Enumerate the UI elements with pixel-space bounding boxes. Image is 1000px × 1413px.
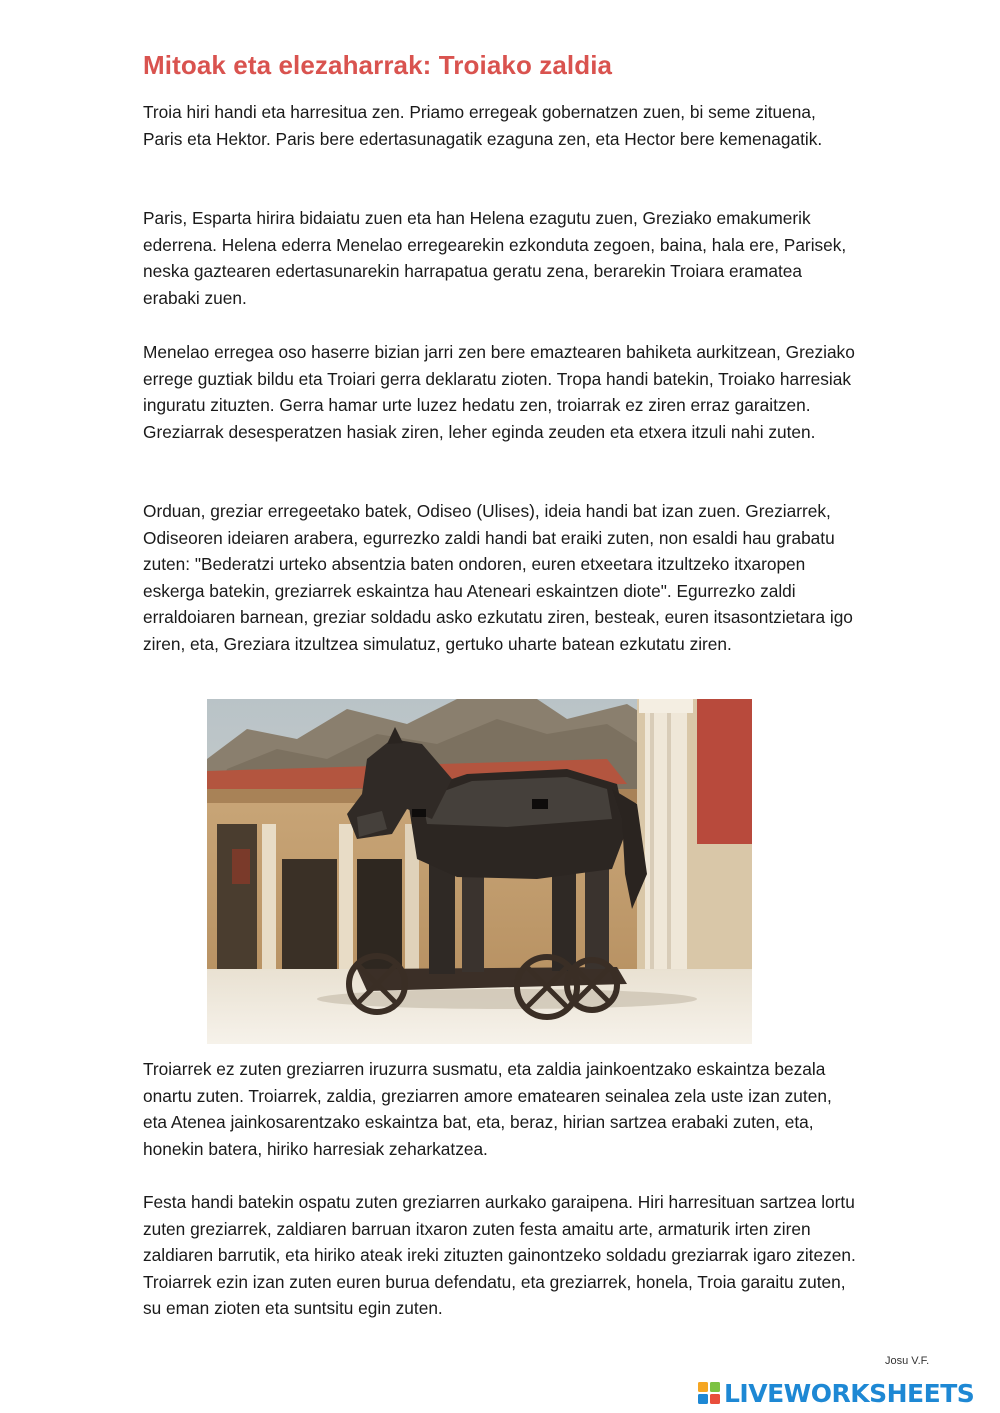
paragraph-4: Orduan, greziar erregeetako batek, Odiseo (Ulises), ideia handi bat izan zuen. Greziarrek, Odiseoren ideiaren arabera, egurrezko zaldi handi bat eraiki zuten, non esaldi hau grabatu zuten: "Bederatzi urteko absentzia baten ondoren, euren etxeetara itzultzeko itxaropen eskerga batekin, greziarrek eskaintza hau Ateneari eskaintzen diote". Egurrezko zaldi erraldoiaren barnean, greziar soldadu asko ezkutatu ziren, besteak, euren itsasontzietara igo ziren, eta, Greziara itzultzea simulatuz, gertuko uharte batean ezkutatu ziren. <box>143 501 853 654</box>
paragraph-1: Troia hiri handi eta harresitua zen. Priamo erregeak gobernatzen zuen, bi seme zituena, Paris eta Hektor. Paris bere edertasunagatik ezaguna zen, eta Hector bere kemenagatik. <box>143 102 823 149</box>
paragraph-3: Menelao erregea oso haserre bizian jarri zen bere emaztearen bahiketa aurkitzean, Greziako errege guztiak bildu eta Troiari gerra deklaratu zioten. Tropa handi batekin, Troiako harresiak inguratu zituzten. Gerra hamar urte luzez hedatu zen, troiarrak ez ziren erraz garaitzen. Greziarrak desesperatzen hasiak ziren, leher eginda zeuden eta etxera itzuli nahi zuten. <box>143 342 855 442</box>
brand-name: LIVEWORKSHEETS <box>724 1378 975 1408</box>
paragraph-5: Troiarrek ez zuten greziarren iruzurra susmatu, eta zaldia jainkoentzako eskaintza bezala onartu zuten. Troiarrek, zaldia, greziarren amore ematearen seinalea zela uste izan zuten, eta Atenea jainkosarentzako eskaintza bat, eta, beraz, hirian sartzea erabaki zuten, eta, honekin batera, hiriko harresiak zeharkatzea. <box>143 1059 832 1159</box>
page-title: Mitoak eta elezaharrak: Troiako zaldia <box>143 50 613 80</box>
paragraph-6: Festa handi batekin ospatu zuten greziarren aurkako garaipena. Hiri harresituan sartzea lortu zuten greziarrek, zaldiaren barruan itxaron zuten festa amaitu arte, armaturik irten ziren zaldiaren barrutik, eta hiriko ateak ireki zituzten gainontzeko soldadu greziarrak igaro zitezen. Troiarrek ezin izan zuten euren burua defendatu, eta greziarrek, honela, Troia garaitu zuten, su eman zioten eta suntsitu egin zuten. <box>143 1192 856 1319</box>
author-credit: Josu V.F. <box>885 1355 930 1367</box>
liveworksheets-logo[interactable] <box>698 1378 974 1408</box>
trojan-horse-photo <box>207 699 752 1044</box>
paragraph-2: Paris, Esparta hirira bidaiatu zuen eta han Helena ezagutu zuen, Greziako emakumerik ederrena. Helena ederra Menelao erregearekin ezkonduta zegoen, baina, hala ere, Parisek, neska gaztearen edertasunarekin harrapatua geratu zena, berarekin Troiara eramatea erabaki zuen. <box>143 208 847 308</box>
liveworksheets-icon <box>698 1382 720 1404</box>
